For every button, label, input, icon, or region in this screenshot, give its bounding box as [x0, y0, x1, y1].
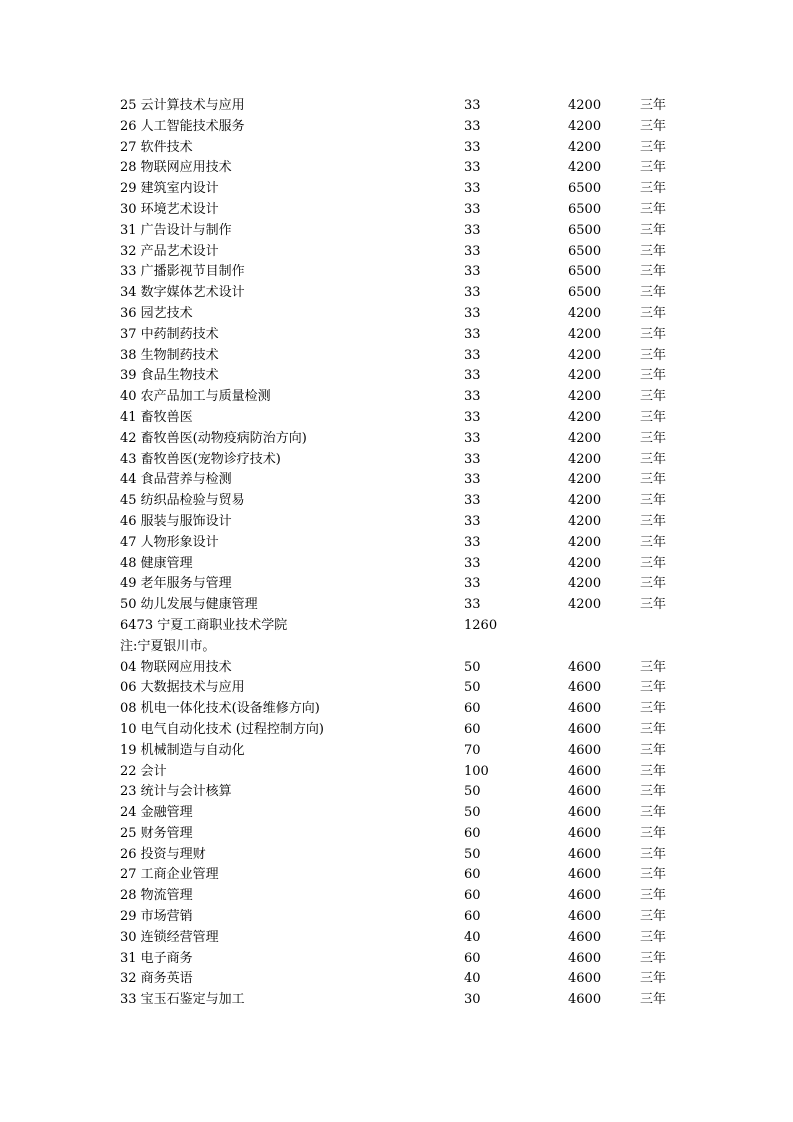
enrollment-count: 33 [464, 451, 481, 467]
program-name: 41 畜牧兽医 [120, 409, 193, 425]
program-duration: 三年 [640, 513, 667, 529]
program-name: 19 机械制造与自动化 [120, 742, 245, 758]
program-duration: 三年 [640, 721, 667, 737]
program-name: 31 广告设计与制作 [120, 222, 232, 238]
enrollment-count: 100 [464, 763, 489, 779]
tuition-fee: 4600 [568, 971, 602, 987]
program-row [120, 283, 680, 304]
enrollment-count: 33 [464, 285, 481, 301]
program-list-section-2 [120, 658, 680, 1012]
tuition-fee: 4600 [568, 929, 602, 945]
tuition-fee: 4600 [568, 992, 602, 1008]
program-duration: 三年 [640, 181, 667, 197]
enrollment-count: 33 [464, 409, 481, 425]
tuition-fee: 4600 [568, 680, 602, 696]
program-duration: 三年 [640, 493, 667, 509]
tuition-fee: 6500 [568, 285, 602, 301]
enrollment-count: 33 [464, 513, 481, 529]
program-duration: 三年 [640, 784, 667, 800]
enrollment-count: 33 [464, 534, 481, 550]
enrollment-count: 40 [464, 929, 481, 945]
program-name: 25 云计算技术与应用 [120, 98, 245, 113]
program-name: 22 会计 [120, 763, 167, 779]
enrollment-count: 33 [464, 368, 481, 384]
program-row [120, 304, 680, 325]
enrollment-count: 33 [464, 181, 481, 197]
tuition-fee: 4200 [568, 430, 602, 446]
program-name: 31 电子商务 [120, 950, 193, 966]
tuition-fee: 4600 [568, 867, 602, 883]
program-duration: 三年 [640, 264, 667, 280]
program-row [120, 574, 680, 595]
tuition-fee: 4200 [568, 98, 602, 113]
program-row [120, 907, 680, 928]
program-row [120, 158, 680, 179]
tuition-fee: 6500 [568, 201, 602, 217]
tuition-fee: 6500 [568, 222, 602, 238]
program-row [120, 928, 680, 949]
program-row [120, 699, 680, 720]
tuition-fee: 4200 [568, 576, 602, 592]
program-duration: 三年 [640, 534, 667, 550]
tuition-fee: 4200 [568, 534, 602, 550]
tuition-fee: 4200 [568, 160, 602, 176]
tuition-fee: 4200 [568, 513, 602, 529]
enrollment-count: 60 [464, 950, 481, 966]
enrollment-count: 33 [464, 576, 481, 592]
school-total-enrollment: 1260 [464, 617, 498, 633]
program-duration: 三年 [640, 888, 667, 904]
program-row [120, 658, 680, 679]
program-row [120, 595, 680, 616]
enrollment-count: 70 [464, 742, 481, 758]
tuition-fee: 6500 [568, 264, 602, 280]
program-row [120, 741, 680, 762]
program-duration: 三年 [640, 118, 667, 134]
program-duration: 三年 [640, 805, 667, 821]
program-row [120, 450, 680, 471]
enrollment-count: 33 [464, 347, 481, 363]
program-duration: 三年 [640, 326, 667, 342]
program-name: 29 市场营销 [120, 909, 193, 925]
program-duration: 三年 [640, 846, 667, 862]
tuition-fee: 4600 [568, 805, 602, 821]
tuition-fee: 4200 [568, 305, 602, 321]
program-name: 37 中药制药技术 [120, 326, 219, 342]
program-duration: 三年 [640, 867, 667, 883]
program-row [120, 96, 680, 117]
enrollment-count: 33 [464, 222, 481, 238]
program-duration: 三年 [640, 576, 667, 592]
program-list-section-1 [120, 96, 680, 616]
program-name: 26 投资与理财 [120, 846, 206, 862]
program-name: 25 财务管理 [120, 825, 193, 841]
program-name: 32 产品艺术设计 [120, 243, 219, 259]
program-name: 34 数字媒体艺术设计 [120, 285, 245, 301]
tuition-fee: 4200 [568, 597, 602, 613]
program-name: 30 环境艺术设计 [120, 201, 219, 217]
program-row [120, 117, 680, 138]
enrollment-count: 33 [464, 326, 481, 342]
program-row [120, 242, 680, 263]
program-duration: 三年 [640, 430, 667, 446]
school-name: 6473 宁夏工商职业技术学院 [120, 617, 288, 633]
program-name: 48 健康管理 [120, 555, 193, 571]
tuition-fee: 6500 [568, 181, 602, 197]
tuition-fee: 4600 [568, 721, 602, 737]
program-duration: 三年 [640, 409, 667, 425]
enrollment-count: 60 [464, 721, 481, 737]
program-row [120, 865, 680, 886]
program-duration: 三年 [640, 139, 667, 155]
enrollment-count: 50 [464, 659, 481, 675]
program-row [120, 949, 680, 970]
enrollment-count: 33 [464, 430, 481, 446]
program-row [120, 533, 680, 554]
program-row [120, 491, 680, 512]
tuition-fee: 6500 [568, 243, 602, 259]
enrollment-count: 33 [464, 118, 481, 134]
program-duration: 三年 [640, 347, 667, 363]
enrollment-count: 33 [464, 472, 481, 488]
program-duration: 三年 [640, 680, 667, 696]
program-duration: 三年 [640, 222, 667, 238]
enrollment-count: 40 [464, 971, 481, 987]
program-row [120, 845, 680, 866]
enrollment-count: 33 [464, 139, 481, 155]
program-row [120, 803, 680, 824]
tuition-fee: 4200 [568, 389, 602, 405]
program-row [120, 346, 680, 367]
program-row [120, 678, 680, 699]
program-name: 26 人工智能技术服务 [120, 118, 245, 134]
tuition-fee: 4200 [568, 472, 602, 488]
tuition-fee: 4600 [568, 825, 602, 841]
tuition-fee: 4600 [568, 659, 602, 675]
program-name: 24 金融管理 [120, 805, 193, 821]
tuition-fee: 4200 [568, 139, 602, 155]
program-duration: 三年 [640, 472, 667, 488]
tuition-fee: 4200 [568, 409, 602, 425]
enrollment-count: 50 [464, 680, 481, 696]
program-name: 42 畜牧兽医(动物疫病防治方向) [120, 430, 307, 446]
enrollment-count: 50 [464, 846, 481, 862]
program-row [120, 512, 680, 533]
program-row [120, 366, 680, 387]
program-name: 45 纺织品检验与贸易 [120, 493, 245, 509]
program-name: 46 服装与服饰设计 [120, 513, 232, 529]
program-name: 06 大数据技术与应用 [120, 680, 245, 696]
enrollment-count: 33 [464, 201, 481, 217]
program-duration: 三年 [640, 597, 667, 613]
program-duration: 三年 [640, 285, 667, 301]
enrollment-count: 50 [464, 784, 481, 800]
program-name: 23 统计与会计核算 [120, 784, 232, 800]
enrollment-count: 33 [464, 305, 481, 321]
program-name: 28 物流管理 [120, 888, 193, 904]
program-row [120, 990, 680, 1011]
enrollment-count: 50 [464, 805, 481, 821]
enrollment-count: 33 [464, 243, 481, 259]
program-duration: 三年 [640, 243, 667, 259]
enrollment-count: 33 [464, 98, 481, 113]
program-row [120, 969, 680, 990]
program-duration: 三年 [640, 950, 667, 966]
program-duration: 三年 [640, 201, 667, 217]
enrollment-count: 33 [464, 160, 481, 176]
program-duration: 三年 [640, 971, 667, 987]
program-name: 49 老年服务与管理 [120, 576, 232, 592]
enrollment-count: 60 [464, 867, 481, 883]
program-duration: 三年 [640, 368, 667, 384]
program-duration: 三年 [640, 909, 667, 925]
program-duration: 三年 [640, 701, 667, 717]
program-name: 10 电气自动化技术 (过程控制方向) [120, 721, 324, 737]
program-name: 27 工商企业管理 [120, 867, 219, 883]
program-name: 28 物联网应用技术 [120, 160, 232, 176]
tuition-fee: 4600 [568, 846, 602, 862]
tuition-fee: 4200 [568, 368, 602, 384]
program-row [120, 720, 680, 741]
program-name: 39 食品生物技术 [120, 368, 219, 384]
program-row [120, 325, 680, 346]
enrollment-count: 33 [464, 555, 481, 571]
enrollment-count: 33 [464, 597, 481, 613]
program-name: 27 软件技术 [120, 139, 193, 155]
enrollment-count: 60 [464, 909, 481, 925]
tuition-fee: 4600 [568, 909, 602, 925]
program-duration: 三年 [640, 160, 667, 176]
program-row [120, 554, 680, 575]
program-row [120, 886, 680, 907]
tuition-fee: 4600 [568, 701, 602, 717]
tuition-fee: 4600 [568, 784, 602, 800]
program-name: 33 宝玉石鉴定与加工 [120, 992, 245, 1008]
document-body [120, 96, 680, 1011]
program-name: 33 广播影视节目制作 [120, 264, 245, 280]
program-duration: 三年 [640, 451, 667, 467]
school-location-note: 注:宁夏银川市。 [120, 638, 216, 654]
program-duration: 三年 [640, 389, 667, 405]
program-name: 30 连锁经营管理 [120, 929, 219, 945]
program-name: 32 商务英语 [120, 971, 193, 987]
program-name: 43 畜牧兽医(宠物诊疗技术) [120, 451, 281, 467]
program-row [120, 470, 680, 491]
tuition-fee: 4200 [568, 118, 602, 134]
tuition-fee: 4200 [568, 347, 602, 363]
program-row [120, 429, 680, 450]
program-name: 36 园艺技术 [120, 305, 193, 321]
program-name: 29 建筑室内设计 [120, 181, 219, 197]
program-row [120, 387, 680, 408]
program-duration: 三年 [640, 742, 667, 758]
program-row [120, 179, 680, 200]
tuition-fee: 4600 [568, 742, 602, 758]
program-name: 08 机电一体化技术(设备维修方向) [120, 701, 320, 717]
program-name: 44 食品营养与检测 [120, 472, 232, 488]
school-header-row [120, 616, 680, 637]
tuition-fee: 4200 [568, 326, 602, 342]
enrollment-count: 60 [464, 888, 481, 904]
enrollment-count: 33 [464, 264, 481, 280]
tuition-fee: 4600 [568, 888, 602, 904]
tuition-fee: 4200 [568, 451, 602, 467]
program-duration: 三年 [640, 825, 667, 841]
program-duration: 三年 [640, 305, 667, 321]
program-duration: 三年 [640, 763, 667, 779]
program-duration: 三年 [640, 929, 667, 945]
program-name: 50 幼儿发展与健康管理 [120, 597, 258, 613]
program-row [120, 138, 680, 159]
program-row [120, 262, 680, 283]
enrollment-count: 33 [464, 493, 481, 509]
program-duration: 三年 [640, 555, 667, 571]
program-row [120, 782, 680, 803]
enrollment-count: 33 [464, 389, 481, 405]
tuition-fee: 4200 [568, 555, 602, 571]
enrollment-count: 60 [464, 701, 481, 717]
program-row [120, 762, 680, 783]
program-name: 40 农产品加工与质量检测 [120, 389, 271, 405]
program-name: 38 生物制药技术 [120, 347, 219, 363]
program-name: 04 物联网应用技术 [120, 659, 232, 675]
program-row [120, 408, 680, 429]
tuition-fee: 4600 [568, 950, 602, 966]
program-row [120, 824, 680, 845]
program-name: 47 人物形象设计 [120, 534, 219, 550]
tuition-fee: 4600 [568, 763, 602, 779]
program-row [120, 221, 680, 242]
enrollment-count: 30 [464, 992, 481, 1008]
program-duration: 三年 [640, 98, 667, 113]
program-duration: 三年 [640, 659, 667, 675]
tuition-fee: 4200 [568, 493, 602, 509]
program-duration: 三年 [640, 992, 667, 1008]
program-row [120, 200, 680, 221]
enrollment-count: 60 [464, 825, 481, 841]
